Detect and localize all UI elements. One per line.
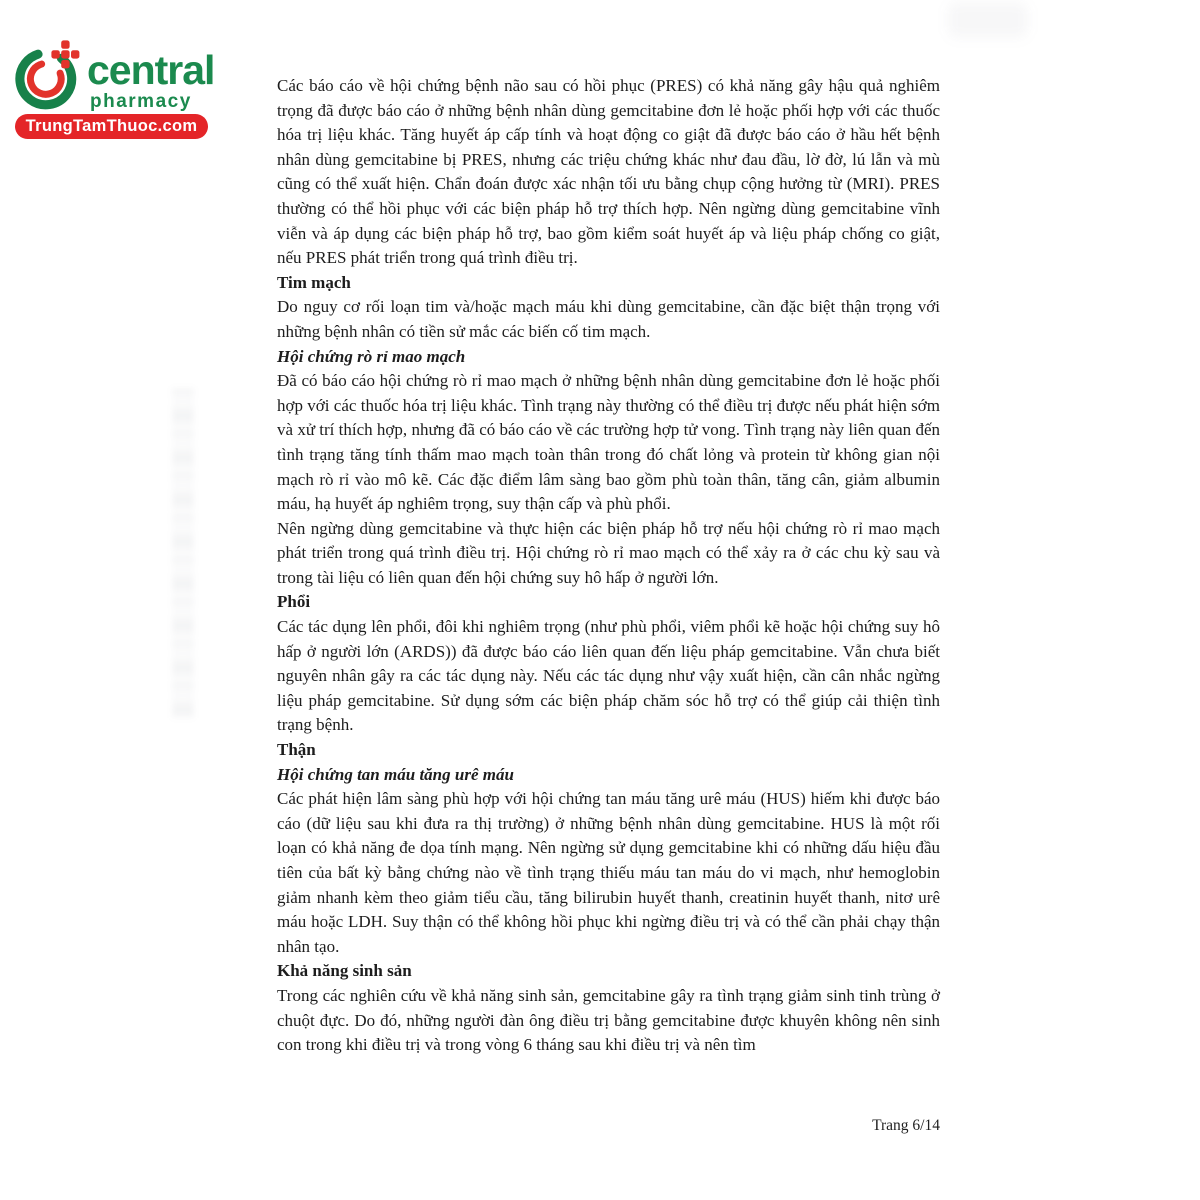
heading-kha-nang-sinh-san: Khả năng sinh sản xyxy=(277,961,412,981)
logo-brand-text: central xyxy=(87,47,215,93)
paragraph-tim-mach: Do nguy cơ rối loạn tim và/hoặc mạch máu khi dùng gemcitabine, cần đặc biệt thận trọng với những bệnh nhân có tiền sử mắc các biến cố tim mạch. xyxy=(277,297,940,341)
heading-tim-mach: Tim mạch xyxy=(277,272,351,292)
logo-banner xyxy=(15,114,208,139)
scan-artifact-top-right xyxy=(948,2,1028,38)
paragraph-hus: Các phát hiện lâm sàng phù hợp với hội chứng tan máu tăng urê máu (HUS) hiếm khi được báo cáo (dữ liệu sau khi đưa ra thị trường) ở những bệnh nhân dùng gemcitabine. HUS là một rối loạn có khả năng đe dọa tính mạng. Nên ngừng sử dụng gemcitabine khi có những dấu hiệu đầu tiên của bất kỳ bằng chứng nào về tình trạng thiếu máu tan máu do vi mạch, như hemoglobin giảm nhanh kèm theo giảm tiểu cầu, tăng bilirubin huyết thanh, creatinin huyết thanh, nitơ urê máu hoặc LDH. Suy thận có thể không hồi phục khi ngừng điều trị và có thể cần phải chạy thận nhân tạo. xyxy=(277,789,940,956)
paragraph-pres: Các báo cáo về hội chứng bệnh não sau có hồi phục (PRES) có khả năng gây hậu quả nghiêm trọng đã được báo cáo ở những bệnh nhân dùng gemcitabine đơn lẻ hoặc phối hợp với các thuốc hóa trị liệu khác. Tăng huyết áp cấp tính và hoạt động co giật đã được báo cáo ở hầu hết bệnh nhân dùng gemcitabine bị PRES, nhưng các triệu chứng khác như đau đầu, lờ đờ, lú lẫn và mù cũng có thể xuất hiện. Chẩn đoán được xác nhận tối ưu bằng chụp cộng hưởng từ (MRI). PRES thường có thể hồi phục với các biện pháp hỗ trợ thích hợp. Nên ngừng dùng gemcitabine vĩnh viễn và áp dụng các biện pháp hỗ trợ, bao gồm kiểm soát huyết áp và liệu pháp chống co giật, nếu PRES phát triển trong quá trình điều trị. xyxy=(277,76,940,268)
heading-than: Thận xyxy=(277,740,316,760)
logo-banner-text: TrungTamThuoc.com xyxy=(25,117,198,135)
paragraph-kha-nang-sinh-san: Trong các nghiên cứu về khả năng sinh sản, gemcitabine gây ra tình trạng giảm sinh tinh trùng ở chuột đực. Do đó, những người đàn ông điều trị bằng gemcitabine được khuyên không nên sinh con trong khi điều trị và trong vòng 6 tháng sau khi điều trị và nên tìm xyxy=(277,985,940,1055)
paragraph-ro-ri-mao-mach-2: Nên ngừng dùng gemcitabine và thực hiện các biện pháp hỗ trợ nếu hội chứng rò rỉ mao mạch phát triển trong quá trình điều trị. Hội chứng rò rỉ mao mạch có thể xảy ra ở các chu kỳ sau và trong tài liệu có liên quan đến hội chứng suy hô hấp ở người lớn. xyxy=(277,518,940,587)
page-number: Trang 6/14 xyxy=(872,1117,940,1134)
central-pharmacy-c-plus-icon xyxy=(15,38,85,110)
paragraph-ro-ri-mao-mach-1: Đã có báo cáo hội chứng rò rỉ mao mạch ở những bệnh nhân dùng gemcitabine đơn lẻ hoặc phối hợp với các thuốc hóa trị liệu khác. Tình trạng này thường có thể điều trị được nếu phát hiện sớm và xử trí thích hợp, nhưng đã có báo cáo về các trường hợp tử vong. Tình trạng này liên quan đến tình trạng tăng tính thấm mao mạch toàn thân trong đó chất lỏng và protein từ không gian nội mạch rò rỉ vào mô kẽ. Các đặc điểm lâm sàng bao gồm phù toàn thân, tăng cân, giảm albumin máu, hạ huyết áp nghiêm trọng, suy thận cấp và phù phổi. xyxy=(277,371,940,514)
heading-phoi: Phổi xyxy=(277,592,311,612)
pharmacy-logo xyxy=(15,36,215,141)
paragraph-phoi: Các tác dụng lên phổi, đôi khi nghiêm trọng (như phù phổi, viêm phổi kẽ hoặc hội chứng suy hô hấp ở người lớn (ARDS)) đã được báo cáo liên quan đến liệu pháp gemcitabine. Vẫn chưa biết nguyên nhân gây ra các tác dụng này. Nếu các tác dụng như vậy xuất hiện, cần cân nhắc ngừng liệu pháp gemcitabine. Sử dụng sớm các biện pháp chăm sóc hỗ trợ có thể giúp cải thiện tình trạng bệnh. xyxy=(277,617,940,735)
logo-sub-text: pharmacy xyxy=(90,91,192,112)
heading-hus: Hội chứng tan máu tăng urê máu xyxy=(277,764,514,784)
document-body xyxy=(277,74,940,1058)
heading-ro-ri-mao-mach: Hội chứng rò rỉ mao mạch xyxy=(277,346,466,366)
scan-artifact-left xyxy=(172,388,194,718)
